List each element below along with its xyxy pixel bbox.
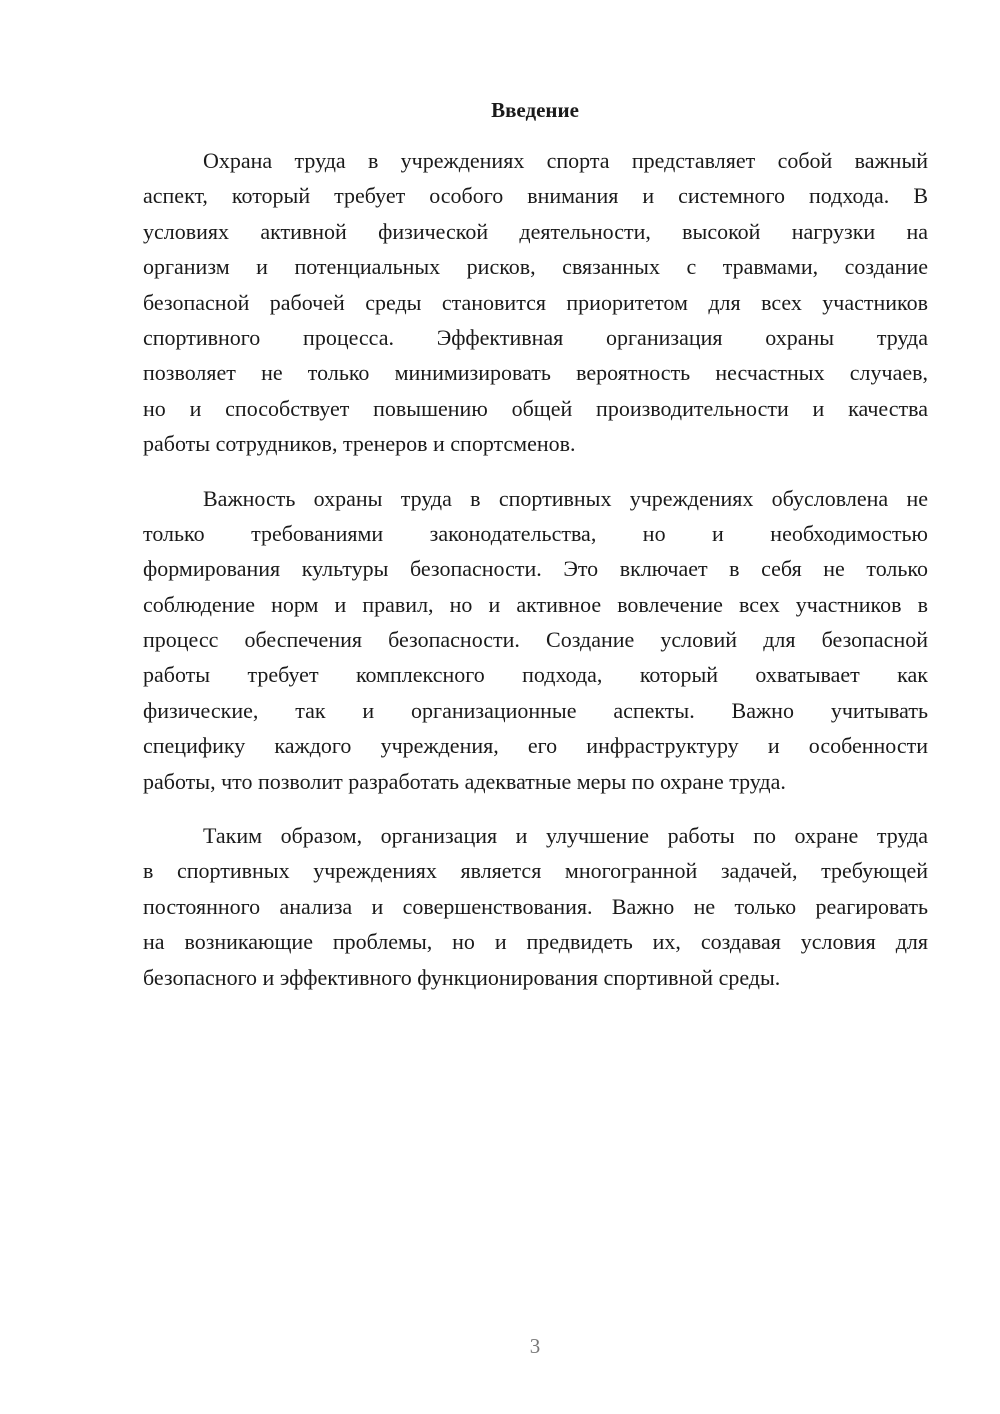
text-line: Охрана труда в учреждениях спорта представляет собой важный	[203, 148, 928, 173]
section-title: Введение	[491, 98, 579, 122]
text-line: работы сотрудников, тренеров и спортсменов.	[143, 431, 576, 457]
text-line: спортивного процесса. Эффективная организация охраны труда	[143, 324, 928, 350]
text-line: формирования культуры безопасности. Это включает в себя не только	[143, 556, 928, 582]
text-line: условиях активной физической деятельности, высокой нагрузки на	[143, 218, 928, 244]
paragraph	[143, 818, 928, 995]
text-line: позволяет не только минимизировать вероятность несчастных случаев,	[143, 360, 928, 386]
text-line: безопасной рабочей среды становится приоритетом для всех участников	[143, 289, 928, 315]
text-line: специфику каждого учреждения, его инфраструктуру и особенности	[143, 733, 928, 759]
text-line: организм и потенциальных рисков, связанных с травмами, создание	[143, 254, 928, 280]
text-line: безопасного и эффективного функционирования спортивной среды.	[143, 964, 781, 990]
text-line: работы, что позволит разработать адекватные меры по охране труда.	[143, 768, 786, 794]
text-line: работы требует комплексного подхода, который охватывает как	[143, 662, 928, 688]
text-line: аспект, который требует особого внимания и системного подхода. В	[143, 183, 928, 209]
document-body	[143, 143, 928, 1014]
page-number: 3	[529, 1334, 541, 1358]
text-line: Важность охраны труда в спортивных учреждениях обусловлена не	[203, 485, 928, 511]
text-line: в спортивных учреждениях является многогранной задачей, требующей	[143, 858, 928, 884]
text-line: Таким образом, организация и улучшение работы по охране труда	[203, 823, 928, 849]
text-line: процесс обеспечения безопасности. Создание условий для безопасной	[143, 627, 928, 653]
paragraph	[143, 143, 928, 462]
text-line: постоянного анализа и совершенствования. Важно не только реагировать	[143, 893, 928, 919]
text-line: только требованиями законодательства, но и необходимостью	[143, 520, 928, 546]
paragraph	[143, 481, 928, 800]
text-line: на возникающие проблемы, но и предвидеть их, создавая условия для	[143, 929, 928, 955]
text-line: но и способствует повышению общей производительности и качества	[143, 395, 928, 421]
text-line: соблюдение норм и правил, но и активное вовлечение всех участников в	[143, 591, 928, 617]
text-line: физические, так и организационные аспекты. Важно учитывать	[143, 697, 928, 723]
